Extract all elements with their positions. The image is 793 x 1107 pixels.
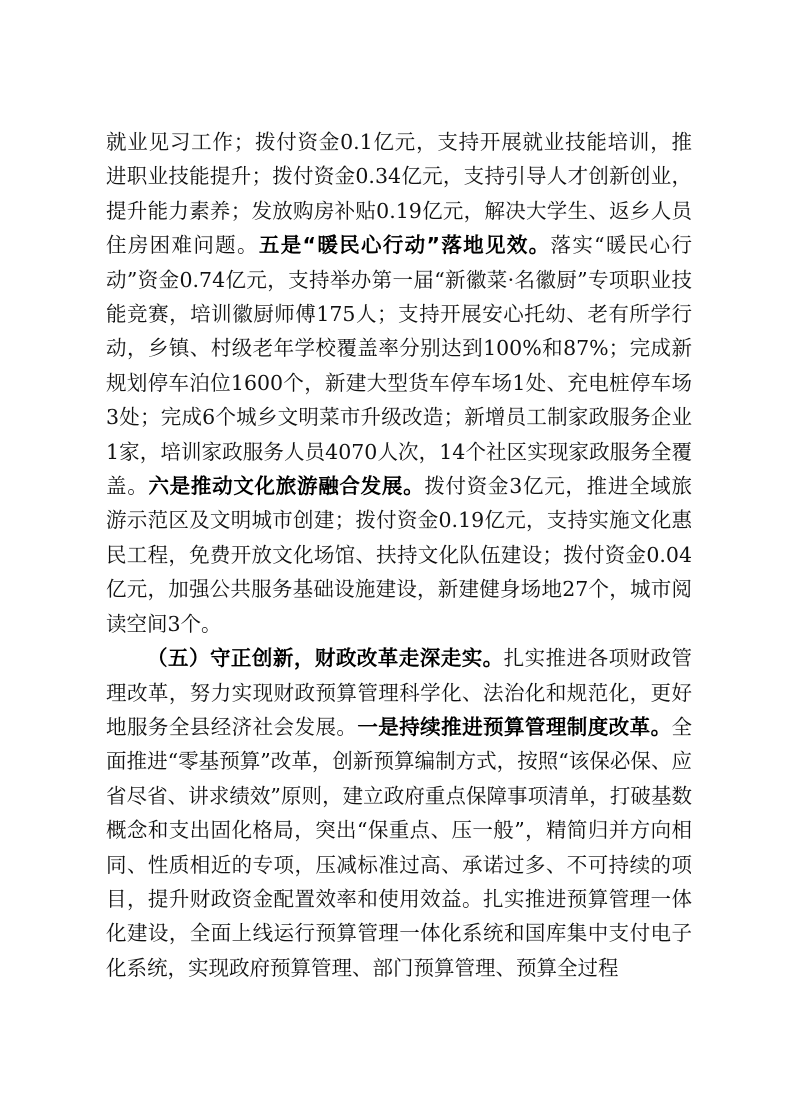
text-segment: 拨付资金3亿元，推进全域旅游示范区及文明城市创建；拨付资金0.19亿元，支持实施文化惠民工程，免费开放文化场馆、扶持文化队伍建设；拨付资金0.04亿元，加强公共服务基础设施建设，新建健身场地27个，城市阅读空间3个。 xyxy=(106,474,693,636)
bold-heading-one: 一是持续推进预算管理制度改革。 xyxy=(357,714,672,739)
bold-heading-five: 五是“暖民心行动”落地见效。 xyxy=(258,233,551,258)
text-segment: 全面推进“零基预算”改革，创新预算编制方式，按照“该保必保、应省尽省、讲求绩效”原则，建立政府重点保障事项清单，打破基数概念和支出固化格局，突出“保重点、压一般”，精简归并方向相同、性质相近的专项，压减标准过高、承诺过多、不可持续的项目，提升财政资金配置效率和使用效益。扎实推进预算管理一体化建设，全面上线运行预算管理一体化系统和国库集中支付电子化系统，实现政府预算管理、部门预算管理、预算全过程 xyxy=(106,714,693,980)
section-heading: （五）守正创新，财政改革走深走实。 xyxy=(147,646,504,671)
text-segment: 落实“暖民心行动”资金0.74亿元，支持举办第一届“新徽菜·名徽厨”专项职业技能竞赛，培训徽厨师傅175人；支持开展安心托幼、老有所学行动，乡镇、村级老年学校覆盖率分别达到100%和87%；完成新规划停车泊位1600个，新建大型货车停车场1处、充电桩停车场3处；完成6个城乡文明菜市升级改造；新增员工制家政服务企业1家，培训家政服务人员4070人次，14个社区实现家政服务全覆盖。 xyxy=(106,233,693,499)
text-segment: 就业见习工作；拨付资金0.1亿元，支持开展就业技能培训，推进职业技能提升；拨付资金0.34亿元，支持引导人才创新创业，提升能力素养；发放购房补贴0.19亿元，解决大学生、返乡人员住房困难问题。 xyxy=(106,130,692,258)
text-segment: 扎实推进各项财政管理改革，努力实现财政预算管理科学化、法治化和规范化，更好地服务全县经济社会发展。 xyxy=(106,646,693,739)
bold-heading-six: 六是推动文化旅游融合发展。 xyxy=(148,474,425,499)
paragraph-continuation xyxy=(106,125,692,641)
paragraph-section-five xyxy=(106,641,692,985)
body-text xyxy=(106,125,692,985)
